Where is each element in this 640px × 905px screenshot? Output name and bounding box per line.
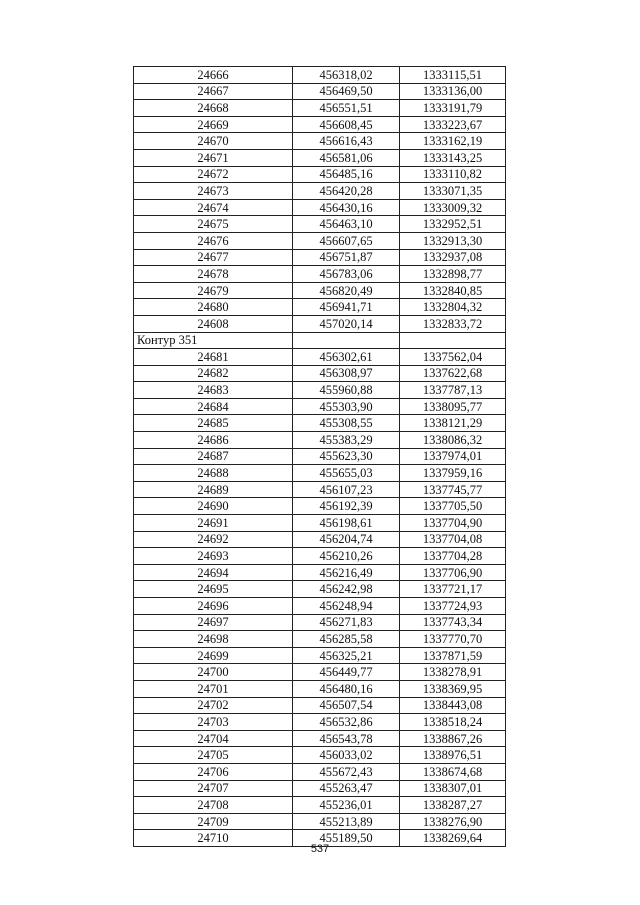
point-number-cell: 24672 xyxy=(134,166,293,183)
y-coordinate-cell: 1338443,08 xyxy=(400,697,506,714)
x-coordinate-cell: 456485,16 xyxy=(293,166,400,183)
y-coordinate-cell: 1338518,24 xyxy=(400,714,506,731)
table-row xyxy=(134,382,506,399)
x-coordinate-cell: 456607,65 xyxy=(293,232,400,249)
coordinates-table-body xyxy=(134,67,506,847)
table-row xyxy=(134,448,506,465)
y-coordinate-cell: 1337724,93 xyxy=(400,598,506,615)
table-row xyxy=(134,531,506,548)
y-coordinate-cell: 1337974,01 xyxy=(400,448,506,465)
table-row xyxy=(134,432,506,449)
y-coordinate-cell: 1338121,29 xyxy=(400,415,506,432)
y-coordinate-cell: 1333115,51 xyxy=(400,67,506,84)
y-coordinate-cell: 1332937,08 xyxy=(400,249,506,266)
x-coordinate-cell: 456608,45 xyxy=(293,116,400,133)
point-number-cell: 24701 xyxy=(134,680,293,697)
y-coordinate-cell: 1332952,51 xyxy=(400,216,506,233)
y-coordinate-cell: 1338867,26 xyxy=(400,730,506,747)
y-coordinate-cell: 1338369,95 xyxy=(400,680,506,697)
x-coordinate-cell: 456420,28 xyxy=(293,183,400,200)
y-coordinate-cell: 1332898,77 xyxy=(400,266,506,283)
table-row xyxy=(134,614,506,631)
y-coordinate-cell: 1338269,64 xyxy=(400,830,506,847)
x-coordinate-cell: 455236,01 xyxy=(293,797,400,814)
y-coordinate-cell: 1337721,17 xyxy=(400,581,506,598)
point-number-cell: 24678 xyxy=(134,266,293,283)
x-coordinate-cell: 456941,71 xyxy=(293,299,400,316)
point-number-cell: 24706 xyxy=(134,763,293,780)
y-coordinate-cell: 1337704,28 xyxy=(400,548,506,565)
x-coordinate-cell: 456302,61 xyxy=(293,349,400,366)
point-number-cell: 24675 xyxy=(134,216,293,233)
x-coordinate-cell: 455213,89 xyxy=(293,813,400,830)
table-row xyxy=(134,813,506,830)
x-coordinate-cell: 455303,90 xyxy=(293,398,400,415)
y-coordinate-cell: 1338674,68 xyxy=(400,763,506,780)
table-row xyxy=(134,730,506,747)
table-row xyxy=(134,780,506,797)
y-coordinate-cell: 1333191,79 xyxy=(400,100,506,117)
table-row xyxy=(134,415,506,432)
x-coordinate-cell: 457020,14 xyxy=(293,315,400,332)
table-row xyxy=(134,116,506,133)
y-coordinate-cell: 1333136,00 xyxy=(400,83,506,100)
x-coordinate-cell: 455383,29 xyxy=(293,432,400,449)
x-coordinate-cell: 456248,94 xyxy=(293,598,400,615)
x-coordinate-cell: 456318,02 xyxy=(293,67,400,84)
point-number-cell: 24696 xyxy=(134,598,293,615)
y-coordinate-cell: 1337705,50 xyxy=(400,498,506,515)
y-coordinate-cell: 1332840,85 xyxy=(400,282,506,299)
x-coordinate-cell: 456242,98 xyxy=(293,581,400,598)
point-number-cell: 24667 xyxy=(134,83,293,100)
table-row xyxy=(134,199,506,216)
y-coordinate-cell: 1338276,90 xyxy=(400,813,506,830)
table-row xyxy=(134,631,506,648)
table-row xyxy=(134,149,506,166)
y-coordinate-cell: 1337787,13 xyxy=(400,382,506,399)
y-coordinate-cell: 1332833,72 xyxy=(400,315,506,332)
x-coordinate-cell: 456285,58 xyxy=(293,631,400,648)
x-coordinate-cell: 455655,03 xyxy=(293,465,400,482)
section-header-row xyxy=(134,332,506,349)
table-row xyxy=(134,714,506,731)
point-number-cell: 24689 xyxy=(134,481,293,498)
table-row xyxy=(134,647,506,664)
x-coordinate-cell: 455623,30 xyxy=(293,448,400,465)
y-coordinate-cell: 1337871,59 xyxy=(400,647,506,664)
point-number-cell: 24687 xyxy=(134,448,293,465)
y-coordinate-cell: 1337959,16 xyxy=(400,465,506,482)
point-number-cell: 24695 xyxy=(134,581,293,598)
table-row xyxy=(134,797,506,814)
x-coordinate-cell: 456216,49 xyxy=(293,564,400,581)
point-number-cell: 24666 xyxy=(134,67,293,84)
point-number-cell: 24708 xyxy=(134,797,293,814)
y-coordinate-cell: 1333223,67 xyxy=(400,116,506,133)
x-coordinate-cell: 455960,88 xyxy=(293,382,400,399)
point-number-cell: 24699 xyxy=(134,647,293,664)
section-title: Контур 351 xyxy=(134,332,293,349)
table-row xyxy=(134,680,506,697)
table-row xyxy=(134,315,506,332)
table-row xyxy=(134,266,506,283)
x-coordinate-cell: 456192,39 xyxy=(293,498,400,515)
table-row xyxy=(134,564,506,581)
page-number: 537 xyxy=(310,843,330,855)
x-coordinate-cell: 456551,51 xyxy=(293,100,400,117)
x-coordinate-cell: 456469,50 xyxy=(293,83,400,100)
x-coordinate-cell: 456033,02 xyxy=(293,747,400,764)
x-coordinate-cell: 456463,10 xyxy=(293,216,400,233)
x-coordinate-cell: 456325,21 xyxy=(293,647,400,664)
x-coordinate-cell: 456480,16 xyxy=(293,680,400,697)
x-coordinate-cell: 456783,06 xyxy=(293,266,400,283)
y-coordinate-cell: 1333143,25 xyxy=(400,149,506,166)
table-row xyxy=(134,166,506,183)
x-coordinate-cell: 456271,83 xyxy=(293,614,400,631)
y-coordinate-cell: 1337743,34 xyxy=(400,614,506,631)
table-row xyxy=(134,67,506,84)
point-number-cell: 24691 xyxy=(134,515,293,532)
y-coordinate-cell: 1338086,32 xyxy=(400,432,506,449)
y-coordinate-cell: 1332804,32 xyxy=(400,299,506,316)
x-coordinate-cell: 456308,97 xyxy=(293,365,400,382)
x-coordinate-cell: 456210,26 xyxy=(293,548,400,565)
x-coordinate-cell: 456543,78 xyxy=(293,730,400,747)
x-coordinate-cell: 456204,74 xyxy=(293,531,400,548)
point-number-cell: 24679 xyxy=(134,282,293,299)
point-number-cell: 24690 xyxy=(134,498,293,515)
point-number-cell: 24686 xyxy=(134,432,293,449)
x-coordinate-cell: 456430,16 xyxy=(293,199,400,216)
y-coordinate-cell: 1338095,77 xyxy=(400,398,506,415)
table-row xyxy=(134,465,506,482)
table-row xyxy=(134,299,506,316)
y-coordinate-cell: 1332913,30 xyxy=(400,232,506,249)
table-row xyxy=(134,183,506,200)
y-coordinate-cell: 1338307,01 xyxy=(400,780,506,797)
y-coordinate-cell: 1337704,90 xyxy=(400,515,506,532)
table-row xyxy=(134,664,506,681)
y-coordinate-cell: 1337622,68 xyxy=(400,365,506,382)
table-row xyxy=(134,498,506,515)
table-row xyxy=(134,763,506,780)
x-coordinate-cell: 455189,50 xyxy=(293,830,400,847)
point-number-cell: 24694 xyxy=(134,564,293,581)
point-number-cell: 24710 xyxy=(134,830,293,847)
table-row xyxy=(134,398,506,415)
x-coordinate-cell: 455308,55 xyxy=(293,415,400,432)
table-row xyxy=(134,581,506,598)
point-number-cell: 24669 xyxy=(134,116,293,133)
table-row xyxy=(134,747,506,764)
point-number-cell: 24684 xyxy=(134,398,293,415)
point-number-cell: 24697 xyxy=(134,614,293,631)
y-coordinate-cell: 1337706,90 xyxy=(400,564,506,581)
table-row xyxy=(134,83,506,100)
y-coordinate-cell: 1337745,77 xyxy=(400,481,506,498)
point-number-cell: 24680 xyxy=(134,299,293,316)
point-number-cell: 24676 xyxy=(134,232,293,249)
empty-cell xyxy=(400,332,506,349)
point-number-cell: 24702 xyxy=(134,697,293,714)
x-coordinate-cell: 456107,23 xyxy=(293,481,400,498)
point-number-cell: 24692 xyxy=(134,531,293,548)
point-number-cell: 24693 xyxy=(134,548,293,565)
point-number-cell: 24685 xyxy=(134,415,293,432)
x-coordinate-cell: 456507,54 xyxy=(293,697,400,714)
table-row xyxy=(134,216,506,233)
x-coordinate-cell: 456751,87 xyxy=(293,249,400,266)
point-number-cell: 24682 xyxy=(134,365,293,382)
coordinates-table xyxy=(133,66,506,847)
point-number-cell: 24681 xyxy=(134,349,293,366)
table-row xyxy=(134,365,506,382)
y-coordinate-cell: 1337770,70 xyxy=(400,631,506,648)
table-row xyxy=(134,232,506,249)
point-number-cell: 24688 xyxy=(134,465,293,482)
table-row xyxy=(134,481,506,498)
point-number-cell: 24707 xyxy=(134,780,293,797)
table-row xyxy=(134,598,506,615)
table-row xyxy=(134,349,506,366)
table-row xyxy=(134,697,506,714)
x-coordinate-cell: 456198,61 xyxy=(293,515,400,532)
y-coordinate-cell: 1338278,91 xyxy=(400,664,506,681)
point-number-cell: 24608 xyxy=(134,315,293,332)
table-row xyxy=(134,282,506,299)
point-number-cell: 24703 xyxy=(134,714,293,731)
table-row xyxy=(134,249,506,266)
x-coordinate-cell: 456532,86 xyxy=(293,714,400,731)
x-coordinate-cell: 455263,47 xyxy=(293,780,400,797)
point-number-cell: 24698 xyxy=(134,631,293,648)
y-coordinate-cell: 1337562,04 xyxy=(400,349,506,366)
y-coordinate-cell: 1337704,08 xyxy=(400,531,506,548)
y-coordinate-cell: 1338976,51 xyxy=(400,747,506,764)
table-row xyxy=(134,133,506,150)
point-number-cell: 24700 xyxy=(134,664,293,681)
x-coordinate-cell: 456616,43 xyxy=(293,133,400,150)
point-number-cell: 24668 xyxy=(134,100,293,117)
y-coordinate-cell: 1333071,35 xyxy=(400,183,506,200)
empty-cell xyxy=(293,332,400,349)
x-coordinate-cell: 455672,43 xyxy=(293,763,400,780)
point-number-cell: 24670 xyxy=(134,133,293,150)
point-number-cell: 24674 xyxy=(134,199,293,216)
point-number-cell: 24671 xyxy=(134,149,293,166)
point-number-cell: 24705 xyxy=(134,747,293,764)
table-row xyxy=(134,548,506,565)
y-coordinate-cell: 1333009,32 xyxy=(400,199,506,216)
point-number-cell: 24677 xyxy=(134,249,293,266)
y-coordinate-cell: 1338287,27 xyxy=(400,797,506,814)
point-number-cell: 24683 xyxy=(134,382,293,399)
point-number-cell: 24709 xyxy=(134,813,293,830)
point-number-cell: 24704 xyxy=(134,730,293,747)
point-number-cell: 24673 xyxy=(134,183,293,200)
x-coordinate-cell: 456449,77 xyxy=(293,664,400,681)
y-coordinate-cell: 1333110,82 xyxy=(400,166,506,183)
table-row xyxy=(134,100,506,117)
table-row xyxy=(134,515,506,532)
x-coordinate-cell: 456820,49 xyxy=(293,282,400,299)
y-coordinate-cell: 1333162,19 xyxy=(400,133,506,150)
x-coordinate-cell: 456581,06 xyxy=(293,149,400,166)
